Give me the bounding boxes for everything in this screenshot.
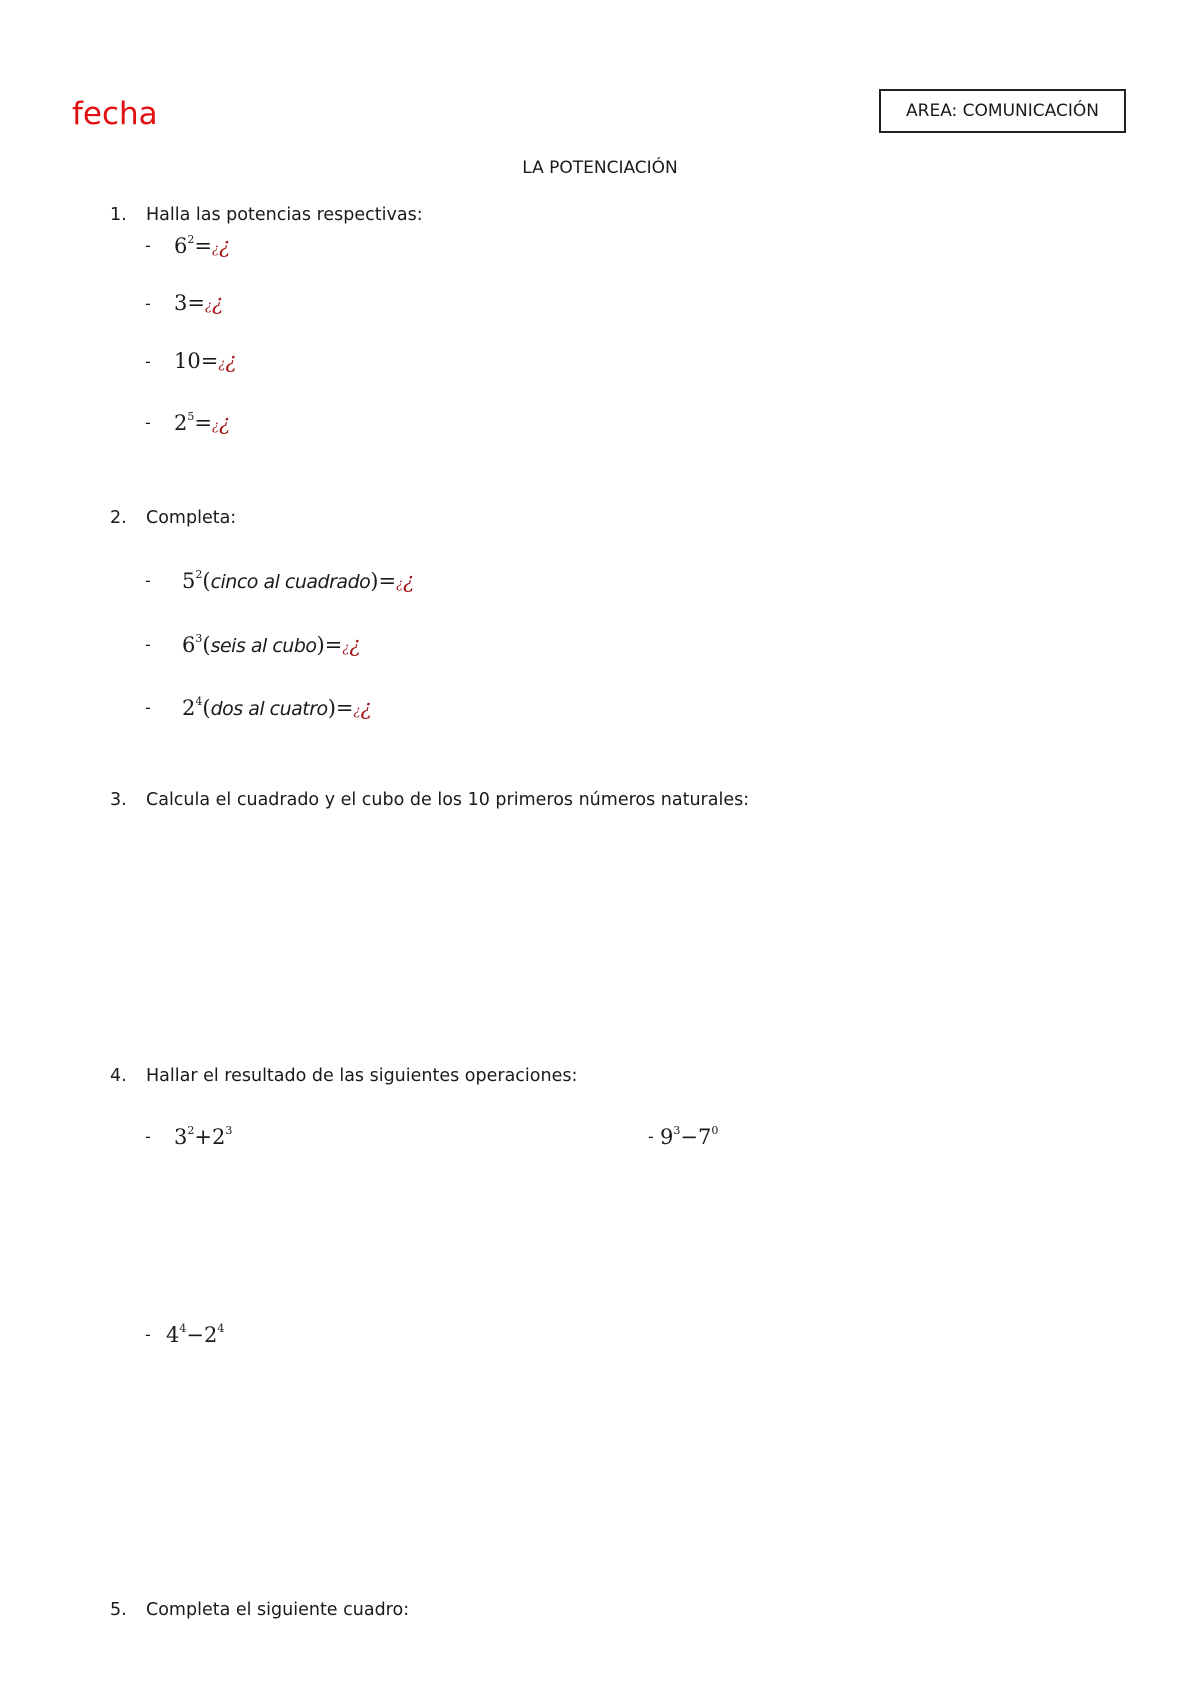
question-number: 2. <box>110 508 127 528</box>
question-number: 1. <box>110 205 127 225</box>
list-dash: - <box>145 635 151 654</box>
list-dash: - <box>145 698 151 717</box>
answer-placeholder: ¿¿ <box>211 234 231 258</box>
question-text: Completa el siguiente cuadro: <box>146 1600 410 1620</box>
area-box: AREA: COMUNICACIÓN <box>879 89 1126 133</box>
answer-placeholder: ¿¿ <box>218 349 237 373</box>
answer-placeholder: ¿¿ <box>396 569 415 593</box>
answer-placeholder: ¿¿ <box>353 696 372 720</box>
question-number: 3. <box>110 790 127 810</box>
list-dash: - <box>145 352 151 371</box>
list-dash: - <box>648 1127 654 1146</box>
question-text: Calcula el cuadrado y el cubo de los 10 primeros números naturales: <box>146 790 750 810</box>
date-label: fecha <box>72 96 158 132</box>
list-dash: - <box>145 1325 151 1344</box>
question-text: Hallar el resultado de las siguientes operaciones: <box>146 1066 578 1086</box>
answer-placeholder: ¿¿ <box>204 291 224 315</box>
list-dash: - <box>145 294 151 313</box>
question-number: 5. <box>110 1600 127 1620</box>
list-dash: - <box>145 413 151 432</box>
answer-placeholder: ¿¿ <box>211 411 231 435</box>
question-text: Completa: <box>146 508 237 528</box>
question-number: 4. <box>110 1066 127 1086</box>
page-title: LA POTENCIACIÓN <box>522 158 678 178</box>
answer-placeholder: ¿¿ <box>342 633 361 657</box>
list-dash: - <box>145 236 151 255</box>
list-dash: - <box>145 571 151 590</box>
list-dash: - <box>145 1127 151 1146</box>
question-text: Halla las potencias respectivas: <box>146 205 423 225</box>
